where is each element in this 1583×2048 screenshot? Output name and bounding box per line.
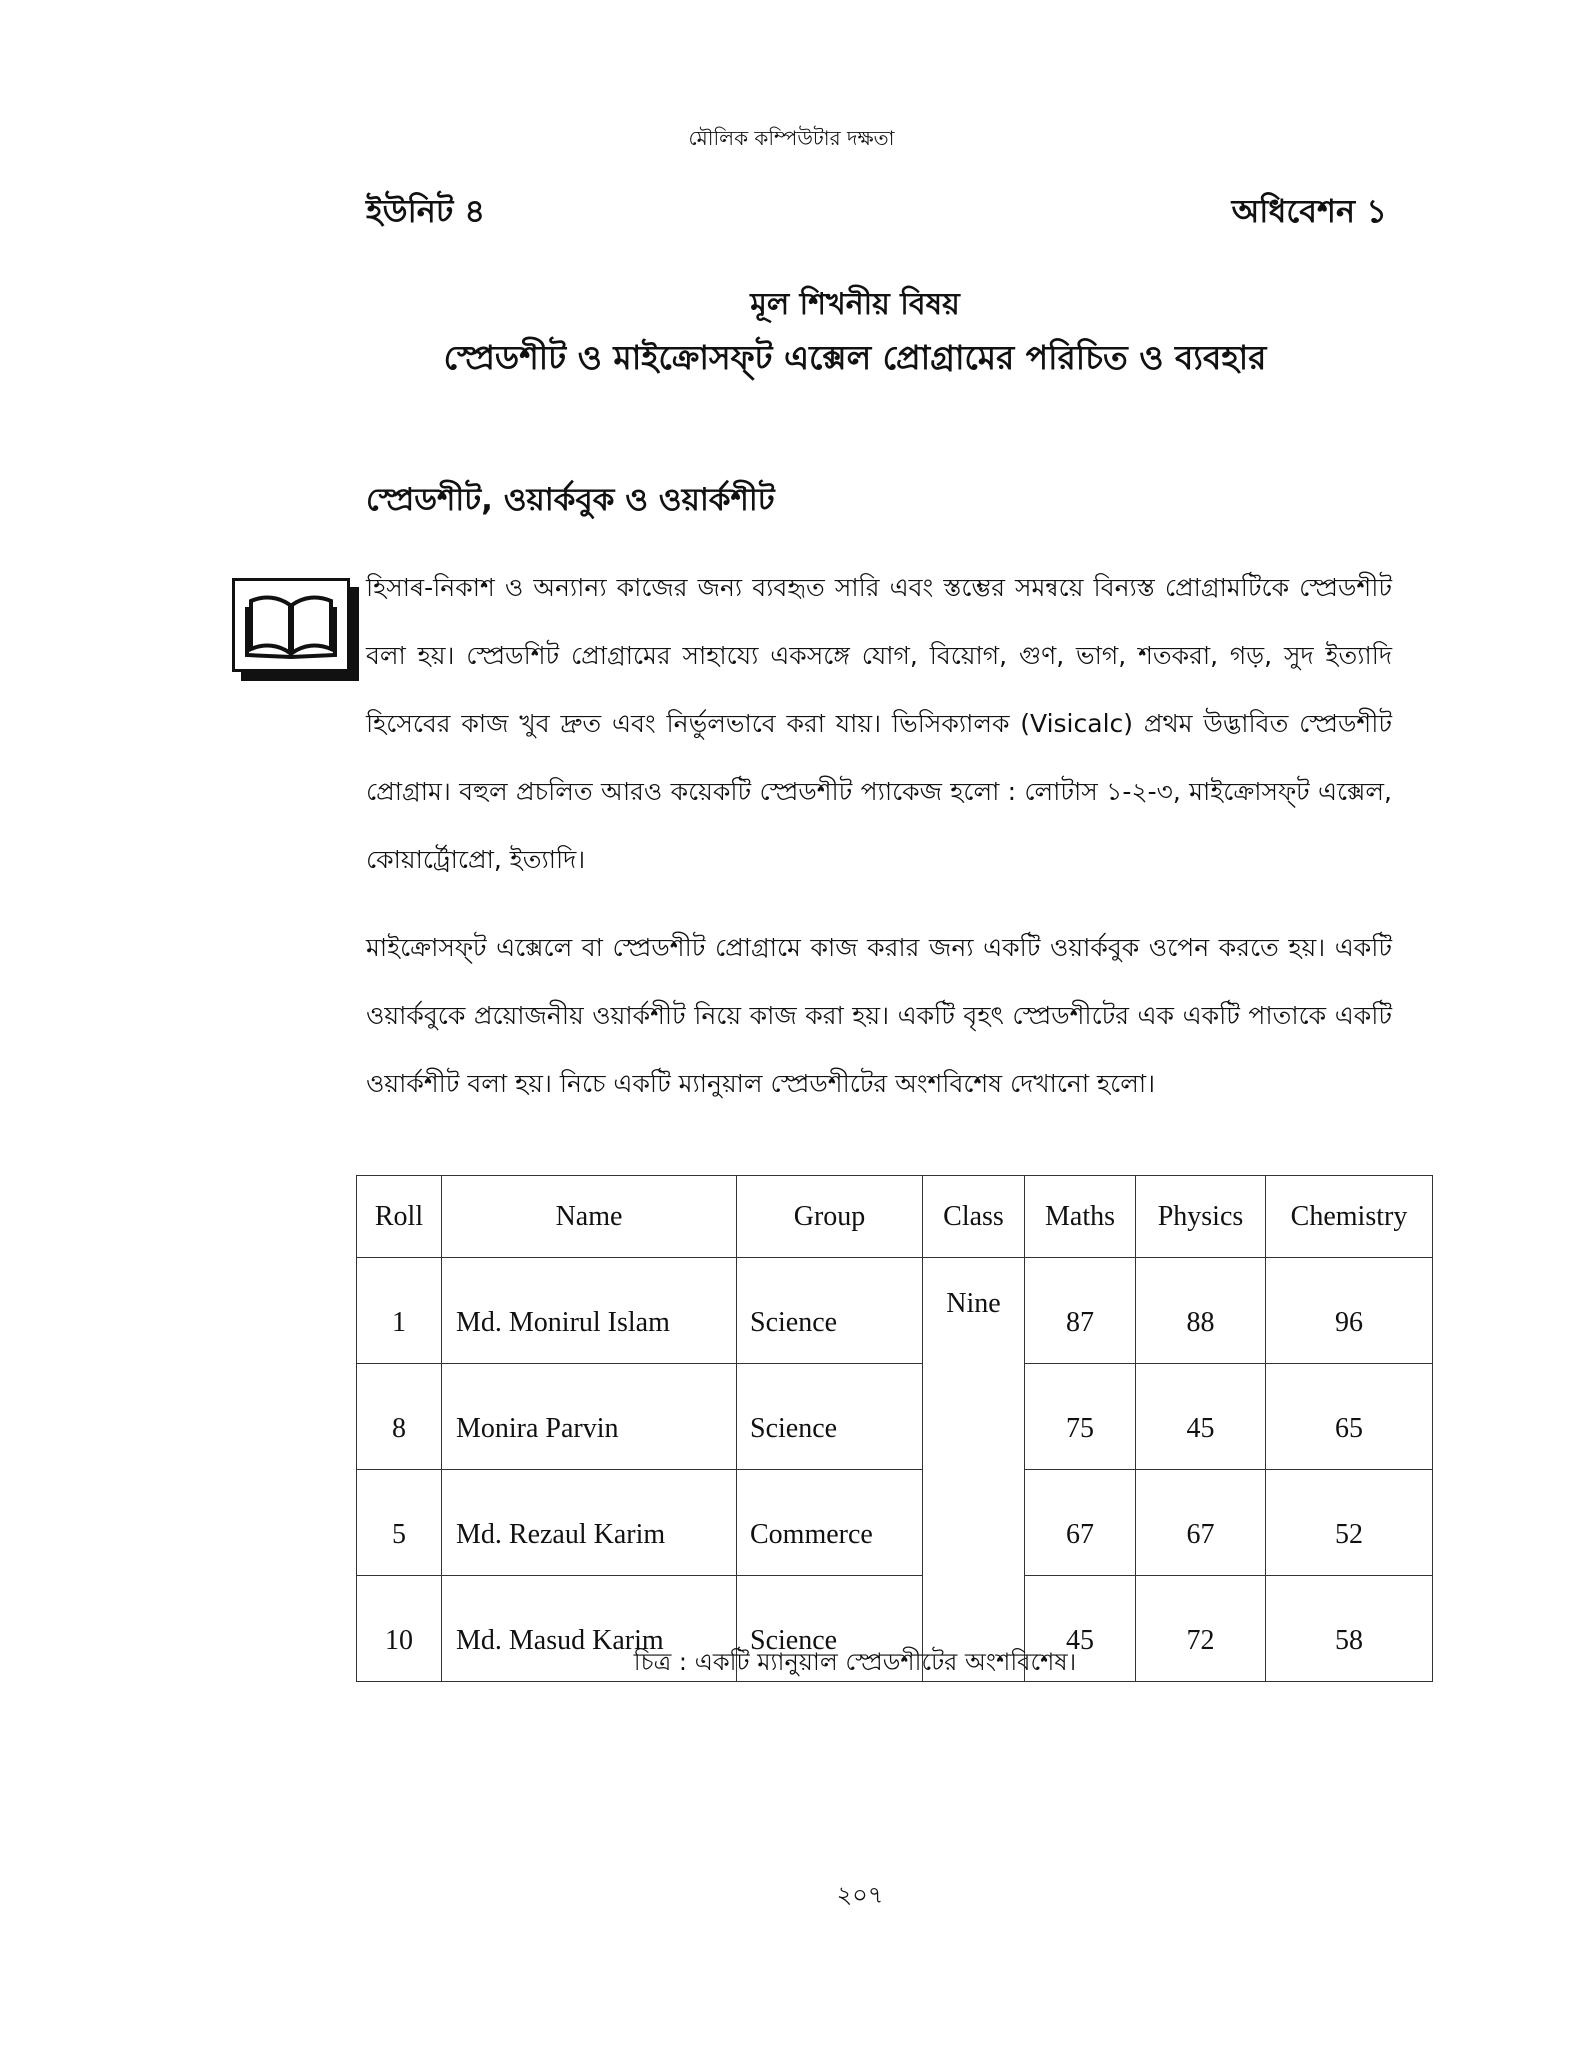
chemistry-cell: 96 (1266, 1258, 1433, 1364)
group-cell: Science (737, 1364, 923, 1470)
open-book-icon (232, 578, 350, 672)
figure-caption: চিত্র : একটি ম্যানুয়াল স্প্রেডশীটের অংশবিশেষ। (633, 1648, 1077, 1676)
chemistry-cell: 58 (1266, 1576, 1433, 1682)
roll-cell: 10 (357, 1576, 442, 1682)
column-header: Class (923, 1176, 1025, 1258)
maths-cell: 67 (1025, 1470, 1136, 1576)
name-cell: Md. Masud Karim (442, 1576, 737, 1682)
group-cell: Science (737, 1258, 923, 1364)
page-title: স্প্রেডশীট ও মাইক্রোসফ্‌ট এক্সেল প্রোগ্রামের পরিচিত ও ব্যবহার (443, 338, 1267, 377)
spreadsheet-table (356, 1175, 1433, 1682)
chemistry-cell: 52 (1266, 1470, 1433, 1576)
column-header: Chemistry (1266, 1176, 1433, 1258)
running-header: মৌলিক কম্পিউটার দক্ষতা (688, 126, 895, 150)
column-header: Maths (1025, 1176, 1136, 1258)
maths-cell: 45 (1025, 1576, 1136, 1682)
table-row (357, 1258, 1433, 1364)
roll-cell: 8 (357, 1364, 442, 1470)
page-number: ২০৭ (836, 1881, 884, 1909)
maths-cell: 87 (1025, 1258, 1136, 1364)
unit-label: ইউনিট ৪ (366, 192, 486, 230)
table-row (357, 1470, 1433, 1576)
name-cell: Md. Rezaul Karim (442, 1470, 737, 1576)
section-heading: স্প্রেডশীট, ওয়ার্কবুক ও ওয়ার্কশীট (366, 482, 775, 518)
name-cell: Monira Parvin (442, 1364, 737, 1470)
name-cell: Md. Monirul Islam (442, 1258, 737, 1364)
physics-cell: 88 (1136, 1258, 1266, 1364)
class-cell: Nine (923, 1258, 1025, 1682)
subject-heading: মূল শিখনীয় বিষয় (750, 287, 960, 322)
table-row (357, 1364, 1433, 1470)
session-label: অধিবেশন ১ (1231, 192, 1387, 230)
table-header-row (357, 1176, 1433, 1258)
physics-cell: 67 (1136, 1470, 1266, 1576)
column-header: Name (442, 1176, 737, 1258)
maths-cell: 75 (1025, 1364, 1136, 1470)
roll-cell: 1 (357, 1258, 442, 1364)
chemistry-cell: 65 (1266, 1364, 1433, 1470)
roll-cell: 5 (357, 1470, 442, 1576)
column-header: Group (737, 1176, 923, 1258)
group-cell: Commerce (737, 1470, 923, 1576)
physics-cell: 72 (1136, 1576, 1266, 1682)
physics-cell: 45 (1136, 1364, 1266, 1470)
group-cell: Science (737, 1576, 923, 1682)
paragraph-workbook: মাইক্রোসফ্‌ট এক্সেলে বা স্প্রেডশীট প্রোগ্রামে কাজ করার জন্য একটি ওয়ার্কবুক ওপেন করতে হয়। একটি ওয়ার্কবুকে প্রয়োজনীয় ওয়ার্কশীট নিয়ে কাজ করা হয়। একটি বৃহৎ স্প্রেডশীটের এক একটি পাতাকে একটি ওয়ার্কশীট বলা হয়। নিচে একটি ম্যানুয়াল স্প্রেডশীটের অংশবিশেষ দেখানো হলো। (366, 933, 1392, 1098)
paragraph-spreadsheet-intro: হিসাৰ-নিকাশ ও অন্যান্য কাজের জন্য ব্যবহৃত সারি এবং স্তম্ভের সমন্বয়ে বিন্যস্ত প্রোগ্রামটিকে স্প্রেডশীট বলা হয়। স্প্রেডশিট প্রোগ্রামের সাহায্যে একসঙ্গে যোগ, বিয়োগ, গুণ, ভাগ, শতকরা, গড়, সুদ ইত্যাদি হিসেবের কাজ খুব দ্রুত এবং নির্ভুলভাবে করা যায়। ভিসিক্যালক (Visicalc) প্রথম উদ্ভাবিত স্প্রেডশীট প্রোগ্রাম। বহুল প্রচলিত আরও কয়েকটি স্প্রেডশীট প্যাকেজ হলো : লোটাস ১-২-৩, মাইক্রোসফ্‌ট এক্সেল, কোয়ার্ট্রোপ্রো, ইত্যাদি। (366, 573, 1392, 874)
column-header: Physics (1136, 1176, 1266, 1258)
column-header: Roll (357, 1176, 442, 1258)
